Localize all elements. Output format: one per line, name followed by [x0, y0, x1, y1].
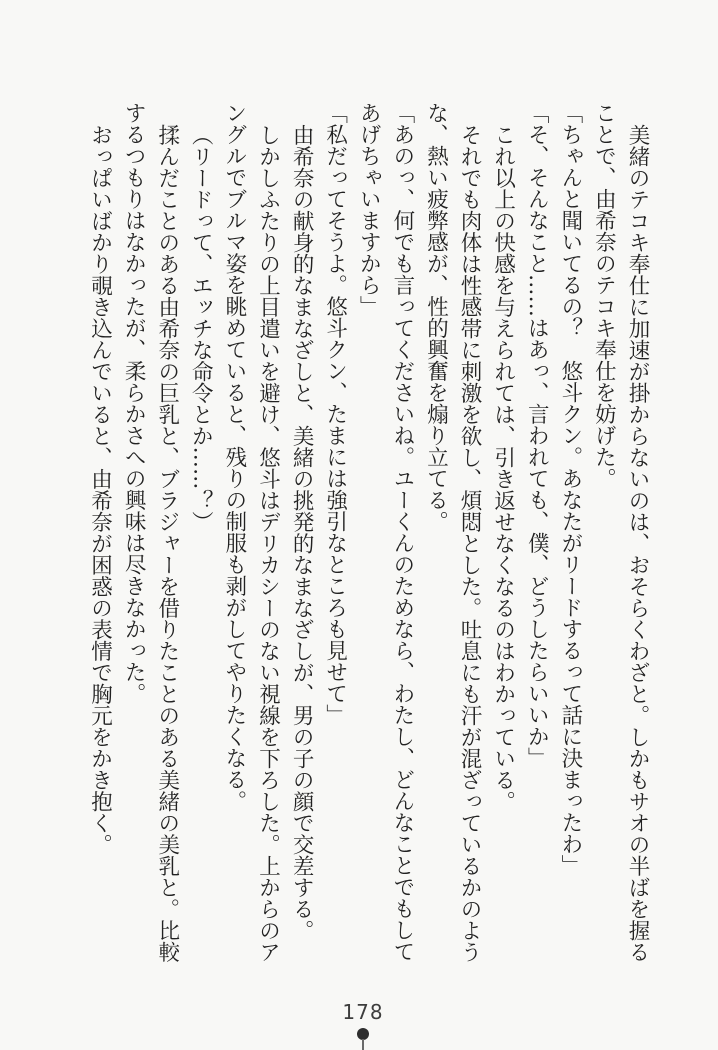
- page-number: 178: [342, 1000, 384, 1024]
- paragraph: 揉んだことのある由希奈の巨乳と、ブラジャーを借りたことのある美緒の美乳と。比較するつもりはなかったが、柔らかさへの興味は尽きなかった。: [121, 102, 180, 962]
- body-text: [83, 102, 654, 966]
- paragraph: 由希奈の献身的なまなざしと、美緒の挑発的なまなざしが、男の子の顔で交差する。: [289, 123, 315, 941]
- paragraph: それでも肉体は性感帯に刺激を欲し、煩悶とした。吐息にも汗が混ざっているかのような、熱い疲弊感が、性的興奮を煽り立てる。: [423, 102, 483, 962]
- paragraph-dialogue: 「あのっ、何でも言ってくださいね。ユーくんのためなら、わたし、どんなことでもしてあげちゃいますから」: [356, 102, 415, 962]
- paragraph: しかしふたりの上目遣いを避け、悠斗はデリカシーのない視線を下ろした。上からのアングルでブルマ姿を眺めていると、残りの制服も剥がしてやりたくなる。: [221, 102, 281, 962]
- paragraph: 美緒のテコキ奉仕に加速が掛からないのは、おそらくわざと。しかもサオの半ばを握ることで、由希奈のテコキ奉仕を妨げた。: [591, 102, 650, 962]
- paragraph: これ以上の快感を与えられては、引き返せなくなるのはわかっている。: [490, 123, 516, 812]
- paragraph-dialogue: 「ちゃんと聞いてるの？ 悠斗クン。あなたがリードするって話に決まったわ」: [557, 102, 583, 876]
- binding-mark-line: [362, 1039, 364, 1050]
- paragraph: おっぱいばかり覗き込んでいると、由希奈が困惑の表情で胸元をかき抱く。: [87, 123, 113, 855]
- paragraph-dialogue: 「私だってそうよ。悠斗クン、たまには強引なところも見せて」: [322, 102, 348, 726]
- paragraph-dialogue: 「そ、そんなこと……はあっ、言われても、僕、どうしたらいいか」: [524, 102, 550, 769]
- paragraph-thought: （リードって、エッチな命令とか……？）: [188, 123, 214, 532]
